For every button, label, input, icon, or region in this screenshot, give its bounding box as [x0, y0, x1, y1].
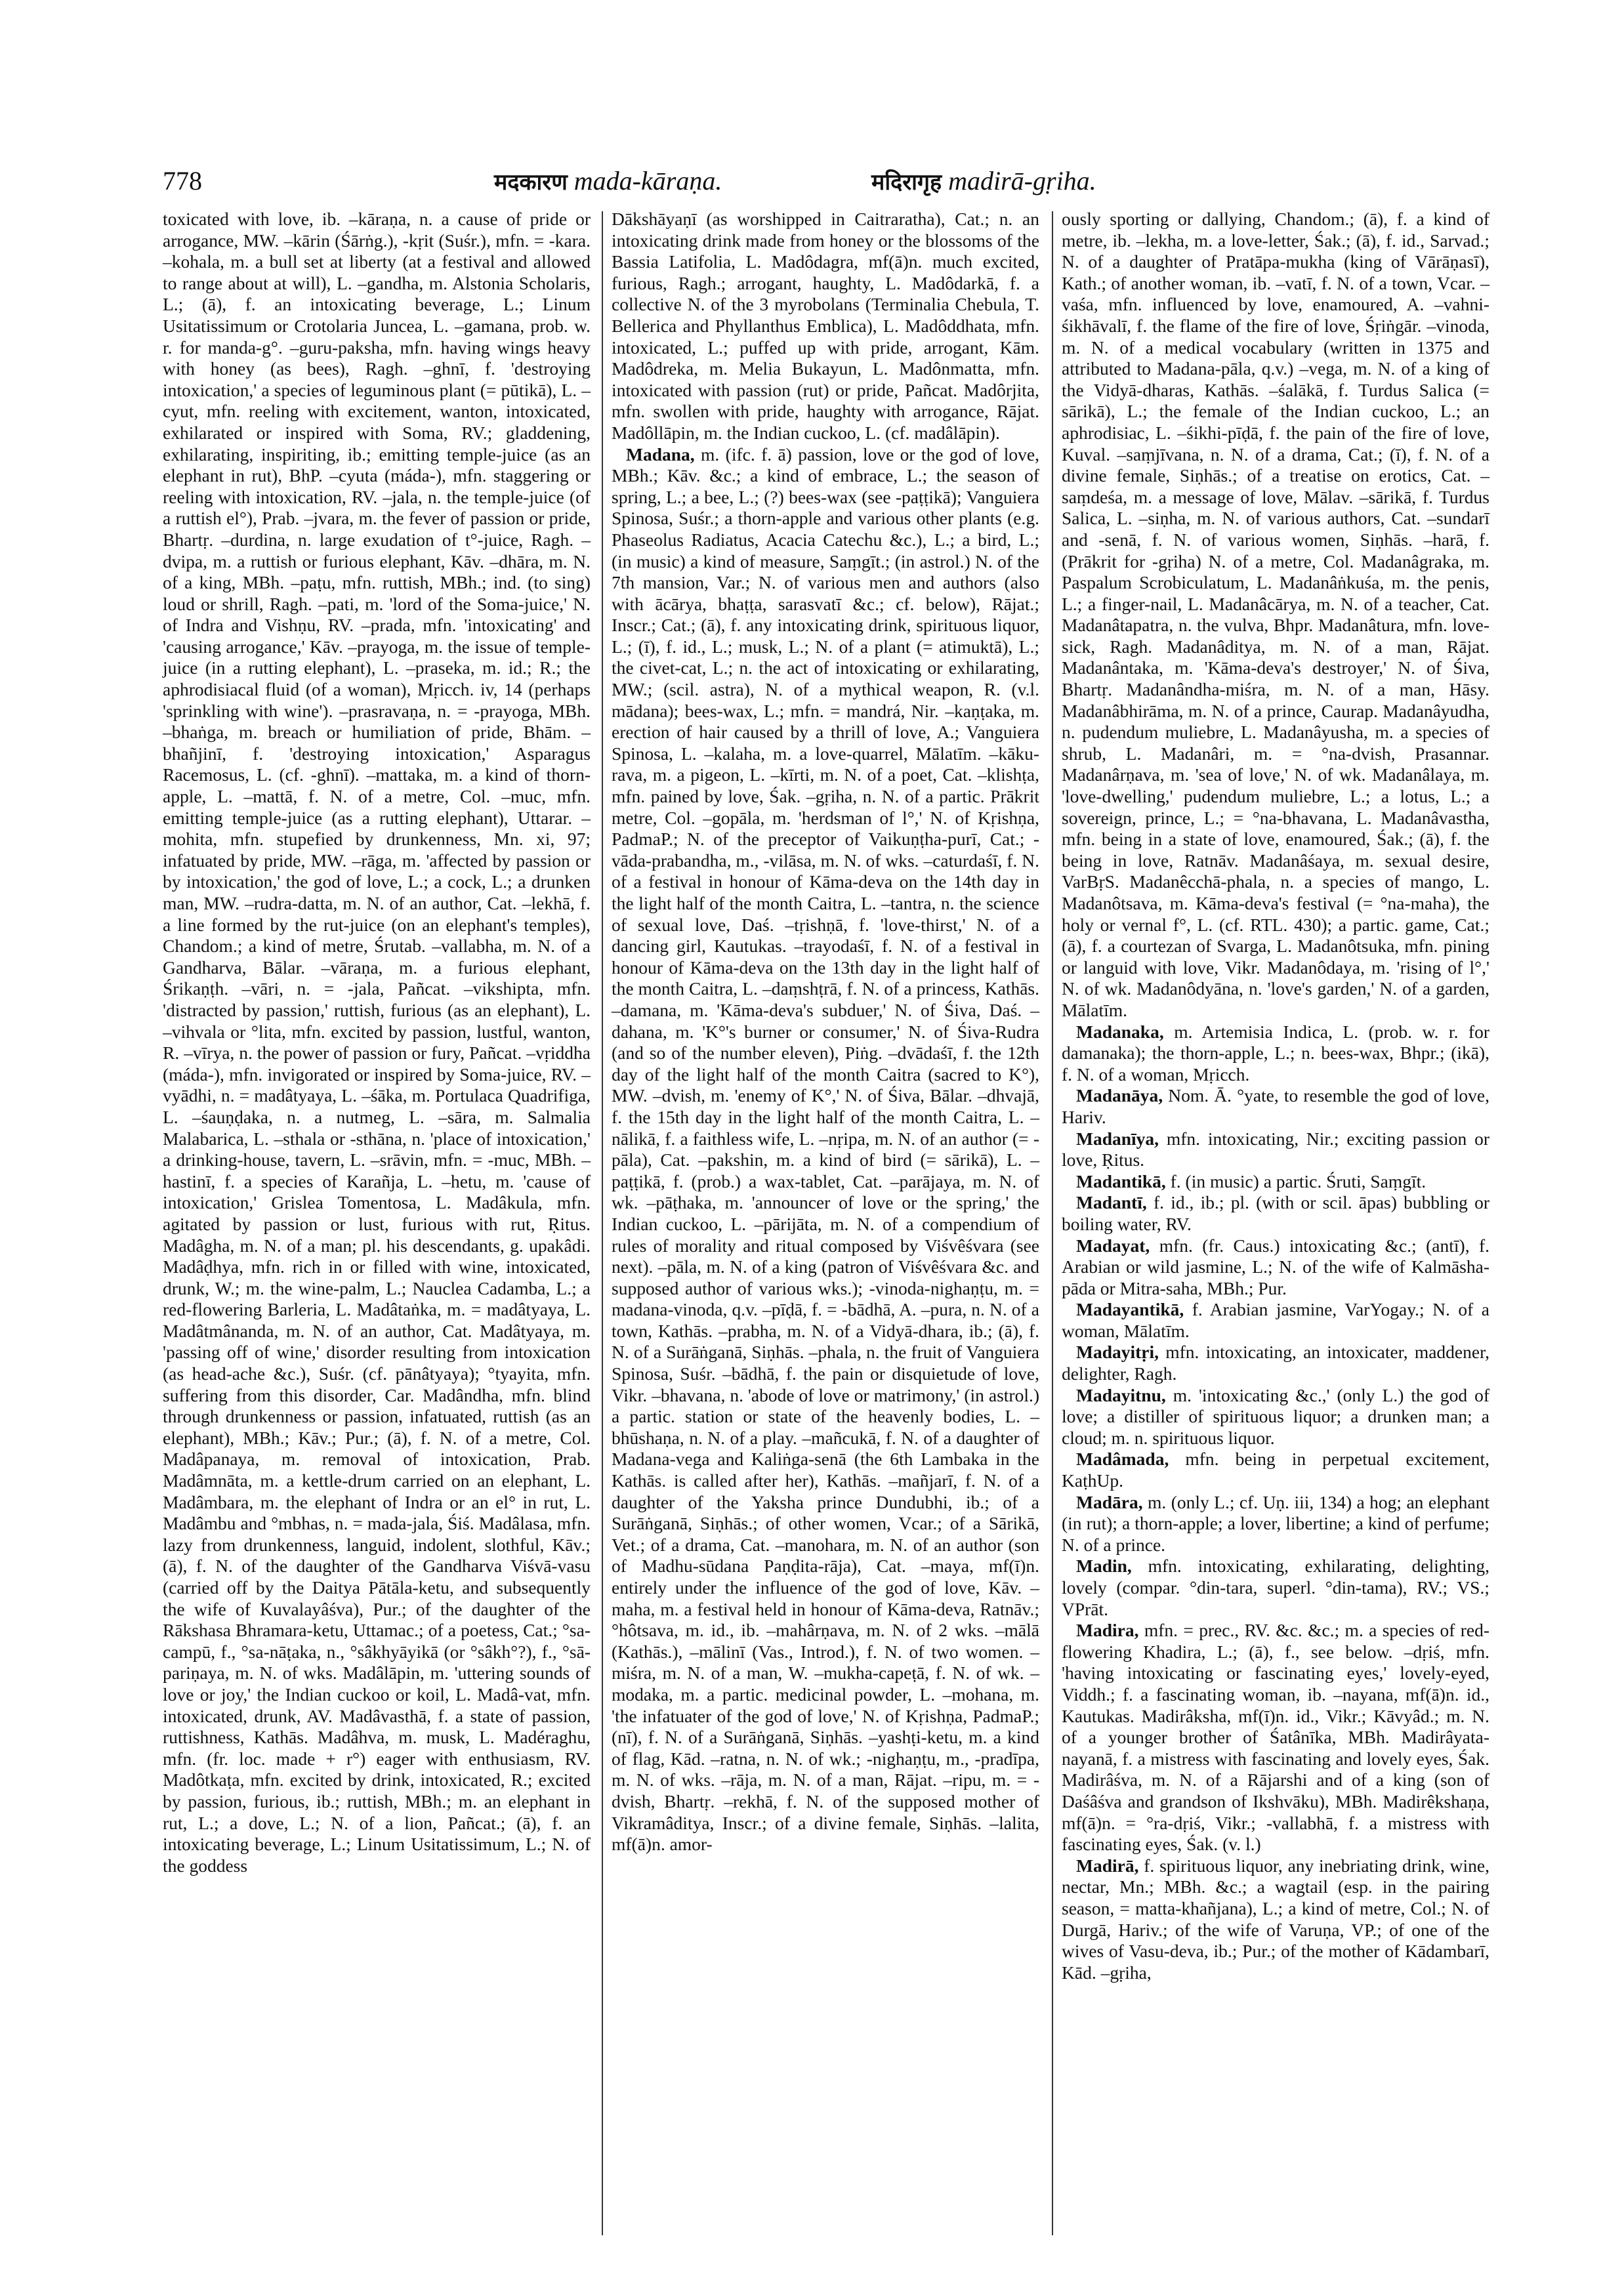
headword: Madayantikā,	[1076, 1299, 1184, 1320]
column-divider	[602, 211, 603, 2235]
headword: Madana,	[626, 444, 695, 465]
dictionary-entry	[1062, 1128, 1489, 1171]
headword: Madâmada,	[1076, 1449, 1169, 1470]
dictionary-entry	[1062, 1235, 1489, 1300]
headword: Madantī,	[1076, 1192, 1147, 1213]
entry-text: m. (only L.; cf. Uṇ. iii, 134) a hog; an elephant (in rut); a thorn-apple; a lover, libertine; a kind of perfume; N. of a prince.	[1062, 1491, 1489, 1555]
column-3	[1062, 209, 1489, 1983]
dictionary-entry	[1062, 1022, 1489, 1086]
headword: Madayitṛi,	[1076, 1342, 1159, 1363]
headword: Madāra,	[1076, 1491, 1143, 1512]
dictionary-entry	[612, 209, 1039, 444]
column-1	[163, 209, 591, 1876]
dictionary-entry	[1062, 1299, 1489, 1342]
left-guide-transliteration: mada-kāraṇa.	[573, 166, 722, 196]
entry-text: mfn. = prec., RV. &c. &c.; m. a species of red-flowering Khadira, L.; (ā), f., see below. –dṛiś, mfn. 'having intoxicating or fascinating eyes,' lovely-eyed, Viddh.; f. a fascinating woman, ib. –nayana, mf(ā)n. id., Kautukas. Madirâksha, mf(ī)n. id., Vikr.; Kāvyâd.; m. N. of a younger brother of Śatânīka, MBh. Madirâyata-nayanā, f. a mistress with fascinating and lovely eyes, Śak. Madirâśva, m. N. of a Rājarshi and of a king (son of Daśâśva and grandson of Ikshvāku), MBh. Madirêkshaṇa, mf(ā)n. = °ra-dṛiś, Vikr.; -vallabhā, f. a mistress with fascinating eyes, Śak. (v. l.)	[1062, 1620, 1489, 1855]
entry-text: Nom. Ā. °yate, to resemble the god of love, Hariv.	[1062, 1085, 1489, 1127]
dictionary-entry	[1062, 1492, 1489, 1556]
headword: Madantikā,	[1076, 1170, 1166, 1191]
left-guide-devanagari: मदकारण	[494, 169, 568, 196]
dictionary-entry	[1062, 1085, 1489, 1128]
right-guide-word	[871, 165, 1096, 196]
entry-text: f. (in music) a partic. Śruti, Saṃgīt.	[1170, 1170, 1426, 1191]
dictionary-entry	[1062, 1385, 1489, 1449]
dictionary-entry	[1062, 1855, 1489, 1984]
headword: Madira,	[1076, 1620, 1139, 1641]
entry-text: mfn. (fr. Caus.) intoxicating &c.; (antī), f. Arabian or wild jasmine, L.; N. of the wife of Kalmāsha-pāda or Mitra-saha, MBh.; Pur.	[1062, 1235, 1489, 1298]
right-guide-transliteration: madirā-gṛiha.	[948, 166, 1096, 196]
dictionary-entry	[1062, 1556, 1489, 1620]
entry-text: Dākshāyaṇī (as worshipped in Caitraratha), Cat.; n. an intoxicating drink made from honey or the blossoms of the Bassia Latifolia, L. Madôdagra, mf(ā)n. much excited, furious, Ragh.; arrogant, haughty, L. Madôdarkā, f. a collective N. of the 3 myrobolans (Terminalia Chebula, T. Bellerica and Phyllanthus Emblica), L. Madôddhata, mfn. intoxicated, L.; puffed up with pride, arrogant, Kām. Madôdreka, m. Melia Bukayun, L. Madônmatta, mfn. intoxicated with passion (rut) or pride, Pañcat. Madôrjita, mfn. swollen with pride, haughty with arrogance, Rājat. Madôllāpin, m. the Indian cuckoo, L. (cf. madâlāpin).	[612, 209, 1039, 443]
entry-text: ously sporting or dallying, Chandom.; (ā), f. a kind of metre, ib. –lekha, m. a love-letter, Śak.; (ā), f. id., Sarvad.; N. of a daughter of Pratāpa-mukha (king of Vārāṇasī), Kath.; of another woman, ib. –vatī, f. N. of a town, Vcar. –vaśa, mfn. influenced by love, enamoured, A. –vahni-śikhāvalī, f. the flame of the fire of love, Śṛiṅgār. –vinoda, m. N. of a medical vocabulary (written in 1375 and attributed to Madana-pāla, q.v.) –vega, m. N. of a king of the Vidyā-dharas, Kathās. –śalākā, f. Turdus Salica (= sārikā), L.; the female of the Indian cuckoo, L.; an aphrodisiac, L. –śikhi-pīḍā, f. the pain of the fire of love, Kuval. –saṃjīvana, n. N. of a drama, Cat.; (ī), f. N. of a divine female, Siṇhās.; of a treatise on erotics, Cat. –saṃdeśa, m. a message of love, Mālav. –sārikā, f. Turdus Salica, L. –siṇha, m. N. of various authors, Cat. –sundarī and -senā, f. N. of various women, Siṇhās. –harā, f. (Prākrit for -gṛiha) N. of a metre, Col. Madanâgraka, m. Paspalum Scrobiculatum, L. Madanâṅkuśa, m. the penis, L.; a finger-nail, L. Madanâcārya, m. N. of a teacher, Cat. Madanâtapatra, n. the vulva, Bhpr. Madanâtura, mfn. love-sick, Ragh. Madanâditya, m. N. of a man, Rājat. Madanântaka, m. 'Kāma-deva's destroyer,' N. of Śiva, Bhartṛ. Madanândha-miśra, m. N. of a man, Hāsy. Madanâbhirāma, m. N. of a prince, Caurap. Madanâyudha, n. pudendum muliebre, L. Madanâyusha, m. a species of shrub, L. Madanâri, m. = °na-dvish, Prasannar. Madanârṇava, m. 'sea of love,' N. of wk. Madanâlaya, m. 'love-dwelling,' pudendum muliebre, L.; a lotus, L.; a sovereign, prince, L.; = °na-bhavana, L. Madanâvastha, mfn. being in a state of love, enamoured, Śak.; (ā), f. the being in love, Ratnāv. Madanâśaya, m. sexual desire, VarBṛS. Madanêcchā-phala, n. a species of mango, L. Madanôtsava, m. Kāma-deva's festival (= °na-maha), the holy or vernal f°, L. (cf. RTL. 430); a partic. game, Cat.; (ā), f. a courtezan of Svarga, L. Madanôtsuka, mfn. pining or languid with love, Vikr. Madanôdaya, m. 'rising of l°,' N. of wk. Madanôdyāna, n. 'love's garden,' N. of a garden, Mālatīm.	[1062, 209, 1489, 1020]
page-number: 778	[163, 166, 202, 196]
entry-text: f. id., ib.; pl. (with or scil. āpas) bubbling or boiling water, RV.	[1062, 1192, 1490, 1234]
right-guide-devanagari: मदिरागृह	[871, 169, 942, 196]
headword: Madayat,	[1076, 1235, 1150, 1256]
left-guide-word	[494, 165, 722, 196]
dictionary-entry	[163, 209, 591, 1876]
page-header	[163, 165, 1495, 205]
entry-text: f. Arabian jasmine, VarYogay.; N. of a woman, Mālatīm.	[1062, 1299, 1489, 1341]
headword: Madayitnu,	[1076, 1384, 1166, 1405]
headword: Madin,	[1076, 1556, 1132, 1577]
dictionary-entry	[1062, 1620, 1489, 1855]
dictionary-entry	[1062, 1171, 1489, 1193]
entry-text: toxicated with love, ib. –kāraṇa, n. a cause of pride or arrogance, MW. –kārin (Śārṅg.), -kṛit (Suśr.), mfn. = -kara. –kohala, m. a bull set at liberty (at a festival and allowed to range about at will), L. –gandha, m. Alstonia Scholaris, L.; (ā), f. an intoxicating beverage, L.; Linum Usitatissimum or Crotolaria Juncea, L. –gamana, prob. w. r. for manda-g°. –guru-paksha, mfn. having wings heavy with honey (as bees), Ragh. –ghnī, f. 'destroying intoxication,' a species of leguminous plant (= pūtikā), L. –cyut, mfn. reeling with excitement, wanton, intoxicated, exhilarated or inspired with Soma, RV.; gladdening, exhilarating, inspiriting, ib.; emitting temple-juice (as an elephant in rut), BhP. –cyuta (máda-), mfn. staggering or reeling with intoxication, RV. –jala, n. the temple-juice (of a ruttish el°), Prab. –jvara, m. the fever of passion or pride, Bhartṛ. –durdina, n. large exudation of t°-juice, Ragh. –dvipa, m. a ruttish or furious elephant, Kāv. –dhāra, m. N. of a king, MBh. –paṭu, mfn. ruttish, MBh.; ind. (to sing) loud or shrill, Ragh. –pati, m. 'lord of the Soma-juice,' N. of Indra and Vishṇu, RV. –prada, mfn. 'intoxicating' and 'causing arrogance,' Kāv. –prayoga, m. the issue of temple-juice (in a rutting elephant), L. –praseka, m. id.; R.; the aphrodisiacal fluid (of a woman), Mṛicch. iv, 14 (perhaps 'sprinkling with wine'). –prasravaṇa, n. = -prayoga, MBh. –bhaṅga, m. breach or humiliation of pride, Bhām. –bhañjinī, f. 'destroying intoxication,' Asparagus Racemosus, L. (cf. -ghnī). –mattaka, m. a kind of thorn-apple, L. –mattā, f. N. of a metre, Col. –muc, mfn. emitting temple-juice (as a rutting elephant), Uttarar. –mohita, mfn. stupefied by drunkenness, Mn. xi, 97; infatuated by pride, MW. –rāga, m. 'affected by passion or by intoxication,' the god of love, L.; a cock, L.; a drunken man, MW. –rudra-datta, m. N. of an author, Cat. –lekhā, f. a line formed by the rut-juice (on an elephant's temples), Chandom.; a kind of metre, Śrutab. –vallabha, m. N. of a Gandharva, Bālar. –vāraṇa, m. a furious elephant, Śrikaṇṭh. –vāri, n. = -jala, Pañcat. –vikshipta, mfn. 'distracted by passion,' ruttish, furious (as an elephant), L. –vihvala or °lita, mfn. excited by passion, lustful, wanton, R. –vīrya, n. the power of passion or fury, Pañcat. –vṛiddha (máda-), mfn. invigorated or inspired by Soma-juice, RV. –vyādhi, n. = madâtyaya, L. –śāka, m. Portulaca Quadrifiga, L. –śauṇḍaka, n. a nutmeg, L. –sāra, m. Salmalia Malabarica, L. –sthala or -sthāna, n. 'place of intoxication,' a drinking-house, tavern, L. –srāvin, mfn. = -muc, MBh. –hastinī, f. a species of Karañja, L. –hetu, m. 'cause of intoxication,' Grislea Tomentosa, L. Madâkula, mfn. agitated by passion or lust, furious with rut, Ṛitus. Madâgha, m. N. of a man; pl. his descendants, g. upakâdi. Madâḍhya, mfn. rich in or filled with wine, intoxicated, drunk, W.; m. the wine-palm, L.; Nauclea Cadamba, L.; a red-flowering Barleria, L. Madâtaṅka, m. = madâtyaya, L. Madâtmânanda, m. N. of an author, Cat. Madâtyaya, m. 'passing off of wine,' disorder resulting from intoxication (as head-ache &c.), Suśr. (cf. pānâtyaya); °tyayita, mfn. suffering from this disorder, Car. Madândha, mfn. blind through drunkenness or passion, infatuated, ruttish (as an elephant), MBh.; Kāv.; Pur.; (ā), f. N. of a metre, Col. Madâpanaya, m. removal of intoxication, Prab. Madâmnāta, m. a kettle-drum carried on an elephant, L. Madâmbara, m. the elephant of Indra or an el° in rut, L. Madâmbu and °mbhas, n. = mada-jala, Śiś. Madâlasa, mfn. lazy from drunkenness, languid, indolent, slothful, Kāv.; (ā), f. N. of the daughter of the Gandharva Viśvā-vasu (carried off by the Daitya Pātāla-ketu, and subsequently the wife of Kuvalayâśva), Pur.; of the daughter of the Rākshasa Bhramara-ketu, Uttamac.; of a poetess, Cat.; °sa-campū, f., °sa-nāṭaka, n., °sâkhyāyikā (or °sâkh°?), f., °sā-pariṇaya, m. N. of wks. Madâlāpin, m. 'uttering sounds of love or joy,' the Indian cuckoo or koil, L. Madâ-vat, mfn. intoxicated, drunk, AV. Madâvasthā, f. a state of passion, ruttishness, Kathās. Madâhva, m. musk, L. Madéraghu, mfn. (fr. loc. made + r°) eager with enthusiasm, RV. Madôtkaṭa, mfn. excited by drink, intoxicated, R.; excited by passion, furious, ib.; ruttish, MBh.; m. an elephant in rut, L.; a dove, L.; N. of a lion, Pañcat.; (ā), f. an intoxicating beverage, L.; Linum Usitatissimum, L.; N. of the goddess	[163, 209, 591, 1876]
dictionary-entry	[1062, 209, 1489, 1022]
dictionary-entry	[1062, 1192, 1489, 1235]
headword: Madirā,	[1076, 1855, 1139, 1876]
dictionary-entry	[612, 444, 1039, 1855]
entry-text: mfn. intoxicating, exhilarating, delighting, lovely (compar. °din-tara, superl. °din-tama), RV.; VS.; VPrāt.	[1062, 1556, 1490, 1619]
headword: Madanaka,	[1076, 1021, 1164, 1042]
entry-text: m. (ifc. f. ā) passion, love or the god of love, MBh.; Kāv. &c.; a kind of embrace, L.; the season of spring, L.; a bee, L.; (?) bees-wax (see -paṭṭikā); Vanguiera Spinosa, Suśr.; a thorn-apple and various other plants (e.g. Phaseolus Radiatus, Acacia Catechu &c.), L.; a bird, L.; (in music) a kind of measure, Saṃgīt.; (in astrol.) N. of the 7th mansion, Var.; N. of various men and authors (also with ācārya, bhaṭṭa, sarasvatī &c.; cf. below), Rājat.; Inscr.; Cat.; (ā), f. any intoxicating drink, spirituous liquor, L.; (ī), f. id., L.; musk, L.; N. of a plant (= atimuktā), L.; the civet-cat, L.; n. the act of intoxicating or exhilarating, MW.; (scil. astra), N. of a mythical weapon, R. (v.l. mādana); bees-wax, L.; mfn. = mandrá, Nir. –kaṇṭaka, m. erection of hair caused by a thrill of love, A.; Vanguiera Spinosa, L. –kalaha, m. a love-quarrel, Mālatīm. –kāku-rava, m. a pigeon, L. –kīrti, m. N. of a poet, Cat. –klishṭa, mfn. pained by love, Śak. –gṛiha, n. N. of a partic. Prākrit metre, Col. –gopāla, m. 'herdsman of l°,' N. of Kṛishṇa, PadmaP.; N. of the preceptor of Vaikuṇṭha-purī, Cat.; -vāda-prabandha, m., -vilāsa, m. N. of wks. –caturdaśī, f. N. of a festival in honour of Kāma-deva on the 14th day in the light half of the month Caitra, L. –tantra, n. the science of sexual love, Daś. –tṛishṇā, f. 'love-thirst,' N. of a dancing girl, Kautukas. –trayodaśī, f. N. of a festival in honour of Kāma-deva on the 13th day in the light half of the month Caitra, L. –daṃshṭrā, f. N. of a princess, Kathās. –damana, m. 'Kāma-deva's subduer,' N. of Śiva, Daś. –dahana, m. 'K°'s burner or consumer,' N. of Śiva-Rudra (and so of the number eleven), Piṅg. –dvādaśī, f. the 12th day of the light half of the month Caitra (sacred to K°), MW. –dvish, m. 'enemy of K°,' N. of Śiva, Bālar. –dhvajā, f. the 15th day in the light half of the month Caitra, L. –nālikā, f. a faithless wife, L. –nṛipa, m. N. of an author (= -pāla), Cat. –pakshin, m. a kind of bird (= sārikā), L. –paṭṭikā, f. (prob.) a wax-tablet, Cat. –parājaya, m. N. of wk. –pāṭhaka, m. 'announcer of love or the spring,' the Indian cuckoo, L. –pārijāta, m. N. of a compendium of rules of morality and ritual composed by Viśvêśvara (see next). –pāla, m. N. of a king (patron of Viśvêśvara &c. and supposed author of various wks.); -vinoda-nighaṇṭu, m. = madana-vinoda, q.v. –pīḍā, f. = -bādhā, A. –pura, n. N. of a town, Kathās. –prabha, m. N. of a Vidyā-dhara, ib.; (ā), f. N. of a Surāṅganā, Siṇhās. –phala, n. the fruit of Vanguiera Spinosa, Suśr. –bādhā, f. the pain or disquietude of love, Vikr. –bhavana, n. 'abode of love or matrimony,' (in astrol.) a partic. station or state of the heavenly bodies, L. –bhūshaṇa, n. N. of a play. –mañcukā, f. N. of a daughter of Madana-vega and Kaliṅga-senā (the 6th Lambaka in the Kathās. is called after her), Kathās. –mañjarī, f. N. of a daughter of the Yaksha prince Dundubhi, ib.; of a Surāṅganā, Siṇhās.; of other women, Vcar.; of a Sārikā, Vet.; of a drama, Cat. –manohara, m. N. of an author (son of Madhu-sūdana Paṇḍita-rāja), Cat. –maya, mf(ī)n. entirely under the influence of the god of love, Kāv. –maha, m. a festival held in honour of Kāma-deva, Ratnāv.; °hôtsava, m. id., ib. –mahârṇava, m. N. of 2 wks. –mālā (Kathās.), –mālinī (Vas., Introd.), f. N. of two women. –miśra, m. N. of a man, W. –mukha-capeṭā, f. N. of wk. –modaka, m. a partic. medicinal powder, L. –mohana, m. 'the infatuater of the god of love,' N. of Kṛishṇa, PadmaP.; (nī), f. N. of a Surāṅganā, Siṇhās. –yashṭi-ketu, m. a kind of flag, Kād. –ratna, n. N. of wk.; -nighaṇṭu, m., -pradīpa, m. N. of wks. –rāja, m. N. of a man, Rājat. –ripu, m. = -dvish, Bhartṛ. –rekhā, f. N. of the supposed mother of Vikramâditya, Inscr.; of a divine female, Siṇhās. –lalita, mf(ā)n. amor-	[612, 444, 1039, 1855]
entry-text: mfn. intoxicating, Nir.; exciting passion or love, Ṛitus.	[1062, 1128, 1489, 1170]
entry-text: m. 'intoxicating &c.,' (only L.) the god of love; a distiller of spirituous liquor; a drunken man; a cloud; m. n. spirituous liquor.	[1062, 1384, 1489, 1448]
dictionary-entry	[1062, 1342, 1489, 1384]
entry-text: f. spirituous liquor, any inebriating drink, wine, nectar, Mn.; MBh. &c.; a wagtail (esp. in the pairing season, = matta-khañjana), L.; a kind of metre, Col.; N. of Durgā, Hariv.; of the wife of Varuṇa, VP.; of one of the wives of Vasu-deva, ib.; Pur.; of the mother of Kādambarī, Kād. –gṛiha,	[1062, 1855, 1489, 1983]
headword: Madanāya,	[1076, 1085, 1163, 1106]
column-divider	[1052, 211, 1053, 2235]
entry-text: mfn. being in perpetual excitement, KaṭhUp.	[1062, 1449, 1490, 1491]
column-2	[612, 209, 1039, 1855]
entry-text: mfn. intoxicating, an intoxicater, maddener, delighter, Ragh.	[1062, 1342, 1490, 1384]
headword: Madanīya,	[1076, 1128, 1159, 1149]
dictionary-entry	[1062, 1449, 1489, 1491]
entry-text: m. Artemisia Indica, L. (prob. w. r. for damanaka); the thorn-apple, L.; n. bees-wax, Bhpr.; (ikā), f. N. of a woman, Mṛicch.	[1062, 1021, 1489, 1085]
